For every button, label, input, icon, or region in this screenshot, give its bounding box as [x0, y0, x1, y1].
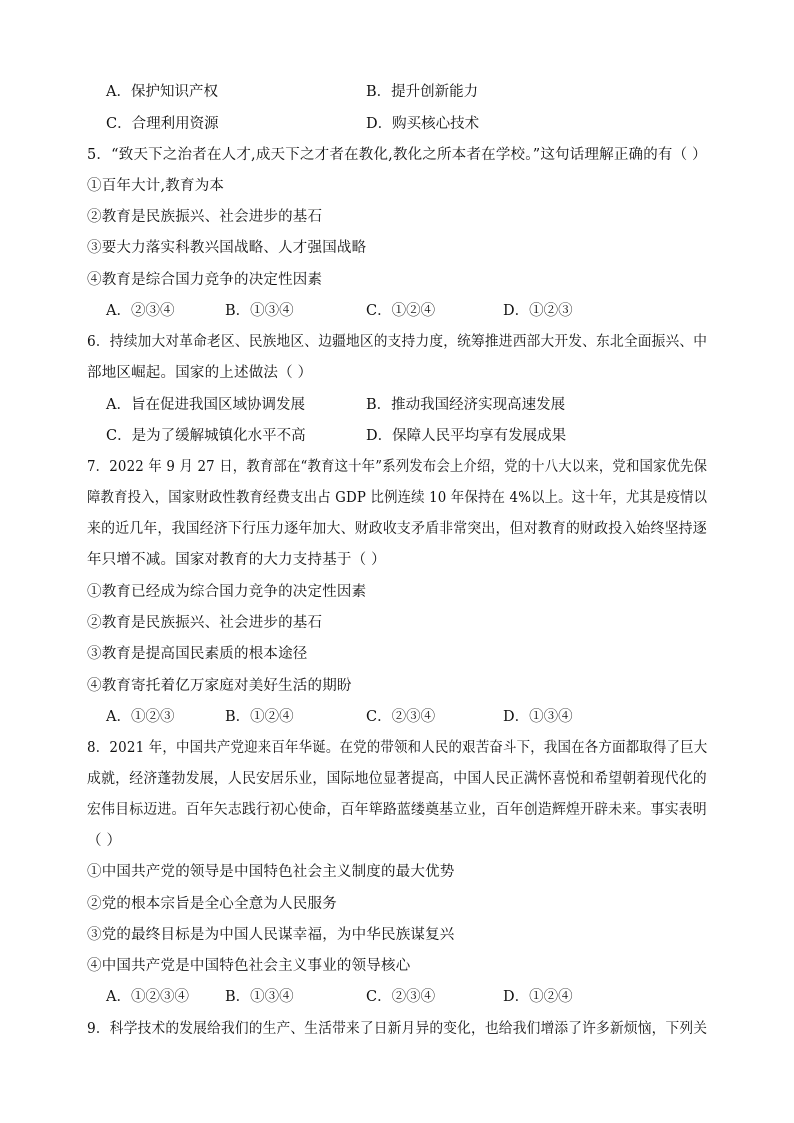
q8-option-d: D．①②④ [503, 989, 573, 1005]
q7-option-c: C．②③④ [366, 709, 436, 725]
q7-stem-line-4: 年只增不减。国家对教育的大力支持基于（ ） [87, 552, 386, 568]
q8-statement-2: ②党的根本宗旨是全心全意为人民服务 [87, 896, 337, 912]
q8-stem-line-4: （ ） [87, 833, 122, 849]
q4-option-b: B．提升创新能力 [366, 84, 479, 100]
q8-stem-line-2: 成就，经济蓬勃发展，人民安居乐业，国际地位显著提高，中国人民正满怀喜悦和希望朝着现代化的 [87, 771, 707, 787]
q7-option-d: D．①③④ [503, 709, 573, 725]
q5-statement-2: ②教育是民族振兴、社会进步的基石 [87, 209, 323, 225]
q7-stem-line-3: 来的近几年，我国经济下行压力逐年加大、财政收支矛盾非常突出，但对教育的财政投入始终坚持逐 [87, 521, 707, 537]
q8-stem-line-1: 8．2021 年，中国共产党迎来百年华诞。在党的带领和人民的艰苦奋斗下，我国在各方面都取得了巨大 [87, 740, 708, 756]
q5-stem: 5．“致天下之治者在人才,成天下之才者在教化,教化之所本者在学校。”这句话理解正确的有（ ） [87, 147, 707, 163]
q6-stem-line-1: 6．持续加大对革命老区、民族地区、边疆地区的支持力度，统筹推进西部大开发、东北全面振兴、中 [87, 334, 708, 350]
q7-option-b: B．①②④ [225, 709, 294, 725]
q6-stem-line-2: 部地区崛起。国家的上述做法（ ） [87, 365, 313, 381]
q8-option-a: A．①②③④ [106, 989, 189, 1005]
q5-statement-3: ③要大力落实科教兴国战略、人才强国战略 [87, 240, 367, 256]
q6-option-b: B．推动我国经济实现高速发展 [366, 397, 566, 413]
q4-option-c: C．合理利用资源 [106, 116, 219, 132]
q8-option-b: B．①③④ [225, 989, 294, 1005]
q9-stem-line-1: 9．科学技术的发展给我们的生产、生活带来了日新月异的变化，也给我们增添了许多新烦恼，下列关 [87, 1021, 708, 1037]
q7-option-a: A．①②③ [106, 709, 175, 725]
q5-option-c: C．①②④ [366, 303, 436, 319]
q5-statement-1: ①百年大计,教育为本 [87, 178, 225, 194]
q5-option-a: A．②③④ [106, 303, 175, 319]
q8-statement-3: ③党的最终目标是为中国人民谋幸福，为中华民族谋复兴 [87, 927, 455, 943]
q8-stem-line-3: 宏伟目标迈进。百年矢志践行初心使命，百年筚路蓝缕奠基立业，百年创造辉煌开辟未来。事实表明 [87, 802, 707, 818]
q7-stem-line-1: 7．2022 年 9 月 27 日，教育部在“教育这十年”系列发布会上介绍，党的十八大以来，党和国家优先保 [87, 459, 708, 475]
q4-option-d: D．购买核心技术 [366, 116, 480, 132]
q8-statement-4: ④中国共产党是中国特色社会主义事业的领导核心 [87, 958, 411, 974]
q7-statement-2: ②教育是民族振兴、社会进步的基石 [87, 615, 323, 631]
q7-stem-line-2: 障教育投入，国家财政性教育经费支出占 GDP 比例连续 10 年保持在 4%以上。这十年，尤其是疫情以 [87, 490, 708, 506]
q6-option-c: C．是为了缓解城镇化水平不高 [106, 428, 306, 444]
q6-option-d: D．保障人民平均享有发展成果 [366, 428, 567, 444]
q7-statement-3: ③教育是提高国民素质的根本途径 [87, 646, 308, 662]
q5-option-b: B．①③④ [225, 303, 294, 319]
q7-statement-1: ①教育已经成为综合国力竞争的决定性因素 [87, 584, 367, 600]
q5-option-d: D．①②③ [503, 303, 573, 319]
q8-option-c: C．②③④ [366, 989, 436, 1005]
q4-option-a: A．保护知识产权 [106, 84, 218, 100]
q5-statement-4: ④教育是综合国力竞争的决定性因素 [87, 272, 323, 288]
q6-option-a: A．旨在促进我国区域协调发展 [106, 397, 305, 413]
q8-statement-1: ①中国共产党的领导是中国特色社会主义制度的最大优势 [87, 864, 455, 880]
q7-statement-4: ④教育寄托着亿万家庭对美好生活的期盼 [87, 678, 352, 694]
